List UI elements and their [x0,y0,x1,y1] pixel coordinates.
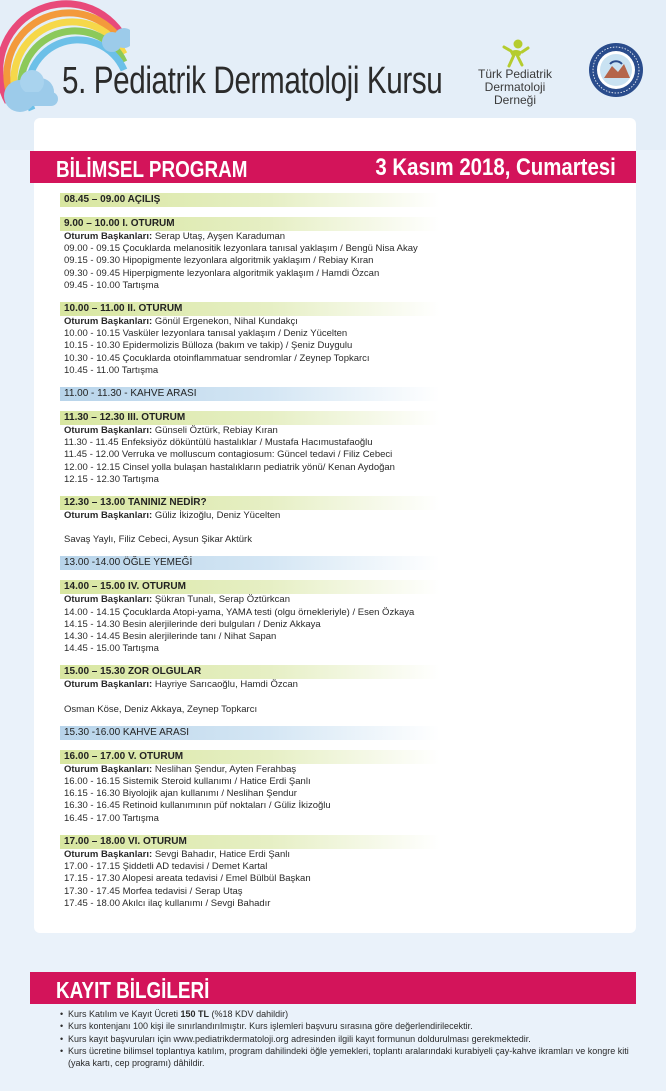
registration-item: • Kurs kayıt başvuruları için www.pediatrikdermatoloji.org adresinden ilgili kayıt formunun doldurulması gerekmektedir. [60,1033,630,1045]
chairs-label: Oturum Başkanları: [64,594,153,606]
session-block [60,302,440,377]
society-name: Türk Pediatrik Dermatoloji Derneği [477,67,553,107]
break-block [60,726,440,740]
program-item [60,522,440,534]
registration-list [60,1008,630,1069]
program-item: Osman Köse, Deniz Akkaya, Zeynep Topkarcı [64,703,258,715]
program-item: 10.00 - 10.15 Vasküler lezyonlara tanısal yaklaşım / Deniz Yücelten [64,328,348,340]
program-item: 14.30 - 14.45 Besin alerjilerinde tanı / Nihat Sapan [64,631,277,643]
program-item: 16.30 - 16.45 Retinoid kullanımının püf noktaları / Güliz İkizoğlu [64,800,331,812]
program-item: 14.45 - 15.00 Tartışma [64,643,159,655]
program-item: 16.00 - 16.15 Sistemik Steroid kullanımı / Hatice Erdi Şanlı [64,776,311,788]
program-item: 17.15 - 17.30 Alopesi areata tedavisi / Emel Bülbül Başkan [64,873,311,885]
program-item: 14.15 - 14.30 Besin alerjilerinde deri bulguları / Deniz Akkaya [64,618,321,630]
chairs-label: Oturum Başkanları: [64,231,153,242]
program-item: 12.00 - 12.15 Cinsel yolla bulaşan hastalıkların pediatrik yönü/ Kenan Aydoğan [64,461,395,473]
chairs-label: Oturum Başkanları: [64,510,153,522]
program-item: 12.15 - 12.30 Tartışma [64,473,159,485]
registration-item: • Kurs ücretine bilimsel toplantıya katılım, program dahilindeki öğle yemekleri, toplantı aralarındaki kurabiyeli çay-kahve ikramları ve kongre kiti (yaka kartı, cep programı) dâhildir. [60,1045,630,1070]
session-list [60,193,440,920]
chairs-label: Oturum Başkanları: [64,316,153,328]
session-chairs [60,316,440,328]
session-chairs [60,594,440,606]
break-title: 13.00 -14.00 ÖĞLE YEMEĞİ [60,556,440,570]
session-chairs [60,679,440,691]
session-chairs [60,425,440,437]
program-item: 10.30 - 10.45 Çocuklarda otoinflammatuar sendromlar / Zeynep Topkarcı [64,352,370,364]
registration-header-bar [30,972,636,1004]
program-item: 09.00 - 09.15 Çocuklarda melanositik lezyonlara tanısal yaklaşım / Bengü Nisa Akay [64,243,418,255]
session-block [60,835,440,910]
session-title: 9.00 – 10.00 I. OTURUM [60,217,440,231]
program-item: 10.45 - 11.00 Tartışma [64,364,159,376]
chairs-names: Gönül Ergenekon, Nihal Kundakçı [154,316,298,328]
session-title: 11.30 – 12.30 III. OTURUM [60,411,440,425]
session-chairs [60,764,440,776]
session-title: 15.00 – 15.30 ZOR OLGULAR [60,665,440,679]
chairs-names: Günseli Öztürk, Rebiay Kıran [154,425,278,437]
session-block [60,580,440,655]
session-block [60,496,440,546]
registration-item: • Kurs kontenjanı 100 kişi ile sınırlandırılmıştır. Kurs işlemleri başvuru sırasına göre değerlendirilecektir. [60,1020,630,1032]
university-seal-icon [588,42,644,98]
session-chairs [60,231,440,243]
program-item: 17.30 - 17.45 Morfea tedavisi / Serap Utaş [64,885,243,897]
program-item [60,692,440,704]
session-title: 12.30 – 13.00 TANINIZ NEDİR? [60,496,440,510]
session-block [60,750,440,825]
program-item: 11.30 - 11.45 Enfeksiyöz döküntülü hastalıklar / Mustafa Hacımustafaoğlu [64,437,373,449]
program-item: 16.45 - 17.00 Tartışma [64,812,159,824]
session-title: 14.00 – 15.00 IV. OTURUM [60,580,440,594]
session-block [60,217,440,292]
chairs-names: Sevgi Bahadır, Hatice Erdi Şanlı [154,848,290,860]
chairs-names: Şükran Tunalı, Serap Öztürkcan [154,594,290,606]
program-item: 11.45 - 12.00 Verruka ve molluscum contagiosum: Güncel tedavi / Filiz Cebeci [64,449,393,461]
registration-fee-item: • Kurs Katılım ve Kayıt Ücreti 150 TL (%18 KDV dahildir) [60,1008,630,1020]
chairs-label: Oturum Başkanları: [64,848,153,860]
program-item: 17.00 - 17.15 Şiddetli AD tedavisi / Demet Kartal [64,861,268,873]
chairs-names: Hayriye Sarıcaoğlu, Hamdi Özcan [154,679,298,691]
session-title: 16.00 – 17.00 V. OTURUM [60,750,440,764]
session-block [60,193,440,207]
program-header-bar [30,151,636,183]
program-item: 17.45 - 18.00 Akılcı ilaç kullanımı / Sevgi Bahadır [64,897,271,909]
chairs-names: Güliz İkizoğlu, Deniz Yücelten [154,510,281,522]
session-title: 17.00 – 18.00 VI. OTURUM [60,835,440,849]
society-logo [470,38,560,107]
fee-amount: 150 TL [180,1009,210,1019]
session-block [60,665,440,715]
break-block [60,387,440,401]
program-item: Savaş Yaylı, Filiz Cebeci, Aysun Şikar Aktürk [64,534,252,546]
chairs-names: Serap Utaş, Ayşen Karaduman [154,231,286,242]
program-item: 09.45 - 10.00 Tartışma [64,279,159,291]
page-title: 5. Pediatrik Dermatoloji Kursu [62,60,443,102]
chairs-label: Oturum Başkanları: [64,679,153,691]
program-item: 14.00 - 14.15 Çocuklarda Atopi-yama, YAMA testi (olgu örnekleriyle) / Esen Özkaya [64,606,415,618]
break-block [60,556,440,570]
program-item: 09.15 - 09.30 Hipopigmente lezyonlara algoritmik yaklaşım / Rebiay Kıran [64,255,374,267]
chairs-label: Oturum Başkanları: [64,763,153,775]
session-title: 08.45 – 09.00 AÇILIŞ [60,193,440,207]
child-figure-icon [500,38,530,68]
program-heading: BİLİMSEL PROGRAM [56,156,248,182]
program-item: 10.15 - 10.30 Epidermolizis Bülloza (bakım ve takip) / Şeniz Duygulu [64,340,353,352]
break-title: 11.00 - 11.30 - KAHVE ARASI [60,387,440,401]
session-block [60,411,440,486]
chairs-label: Oturum Başkanları: [64,425,153,437]
session-title: 10.00 – 11.00 II. OTURUM [60,302,440,316]
program-item: 09.30 - 09.45 Hiperpigmente lezyonlara algoritmik yaklaşım / Hamdi Özcan [64,267,380,279]
program-date: 3 Kasım 2018, Cumartesi [375,154,616,181]
session-chairs [60,849,440,861]
chairs-names: Neslihan Şendur, Ayten Ferahbaş [154,763,297,775]
break-title: 15.30 -16.00 KAHVE ARASI [60,726,440,740]
registration-heading: KAYIT BİLGİLERİ [56,977,210,1003]
program-item: 16.15 - 16.30 Biyolojik ajan kullanımı / Neslihan Şendur [64,788,297,800]
session-chairs [60,510,440,522]
